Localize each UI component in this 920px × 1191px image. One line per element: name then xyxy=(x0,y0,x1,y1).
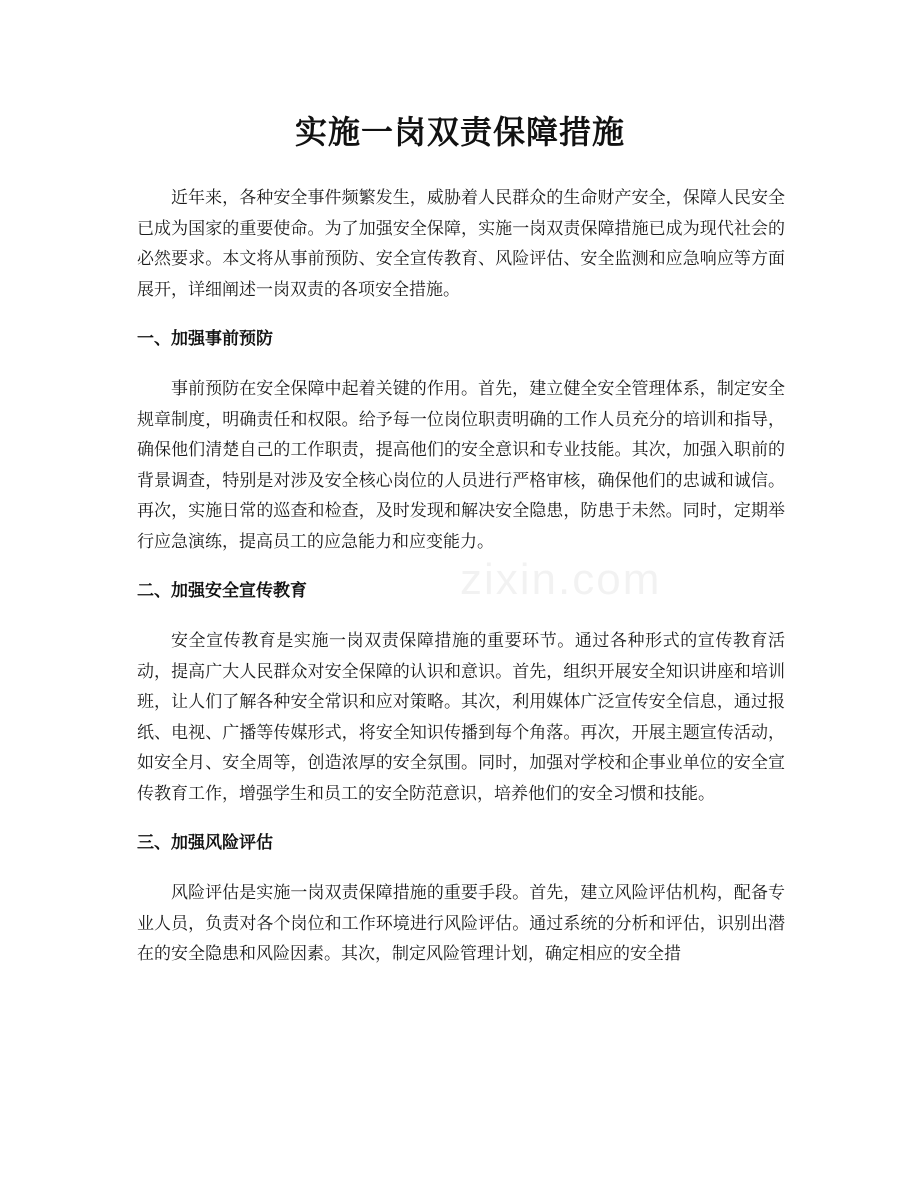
section-heading-1: 一、加强事前预防 xyxy=(137,329,273,349)
intro-paragraph: 近年来，各种安全事件频繁发生，威胁着人民群众的生命财产安全，保障人民安全已成为国家的重要使命。为了加强安全保障，实施一岗双责保障措施已成为现代社会的必然要求。本文将从事前预防、安全宣传教育、风险评估、安全监测和应急响应等方面展开，详细阐述一岗双责的各项安全措施。 xyxy=(137,188,785,300)
watermark: zixin.com xyxy=(460,555,662,604)
document-body xyxy=(137,183,785,970)
section-body-3: 风险评估是实施一岗双责保障措施的重要手段。首先，建立风险评估机构，配备专业人员，负责对各个岗位和工作环境进行风险评估。通过系统的分析和评估，识别出潜在的安全隐患和风险因素。其次，制定风险管理计划，确定相应的安全措 xyxy=(137,883,785,964)
section-heading-2: 二、加强安全宣传教育 xyxy=(137,581,307,601)
document-title: 实施一岗双责保障措施 xyxy=(294,113,625,151)
section-body-1: 事前预防在安全保障中起着关键的作用。首先，建立健全安全管理体系，制定安全规章制度，明确责任和权限。给予每一位岗位职责明确的工作人员充分的培训和指导，确保他们清楚自己的工作职责，提高他们的安全意识和专业技能。其次，加强入职前的背景调查，特别是对涉及安全核心岗位的人员进行严格审核，确保他们的忠诚和诚信。再次，实施日常的巡查和检查，及时发现和解决安全隐患，防患于未然。同时，定期举行应急演练，提高员工的应急能力和应变能力。 xyxy=(137,379,785,552)
section-heading-3: 三、加强风险评估 xyxy=(137,833,273,853)
section-body-2: 安全宣传教育是实施一岗双责保障措施的重要环节。通过各种形式的宣传教育活动，提高广大人民群众对安全保障的认识和意识。首先，组织开展安全知识讲座和培训班，让人们了解各种安全常识和应对策略。其次，利用媒体广泛宣传安全信息，通过报纸、电视、广播等传媒形式，将安全知识传播到每个角落。再次，开展主题宣传活动，如安全月、安全周等，创造浓厚的安全氛围。同时，加强对学校和企事业单位的安全宣传教育工作，增强学生和员工的安全防范意识，培养他们的安全习惯和技能。 xyxy=(137,631,785,804)
